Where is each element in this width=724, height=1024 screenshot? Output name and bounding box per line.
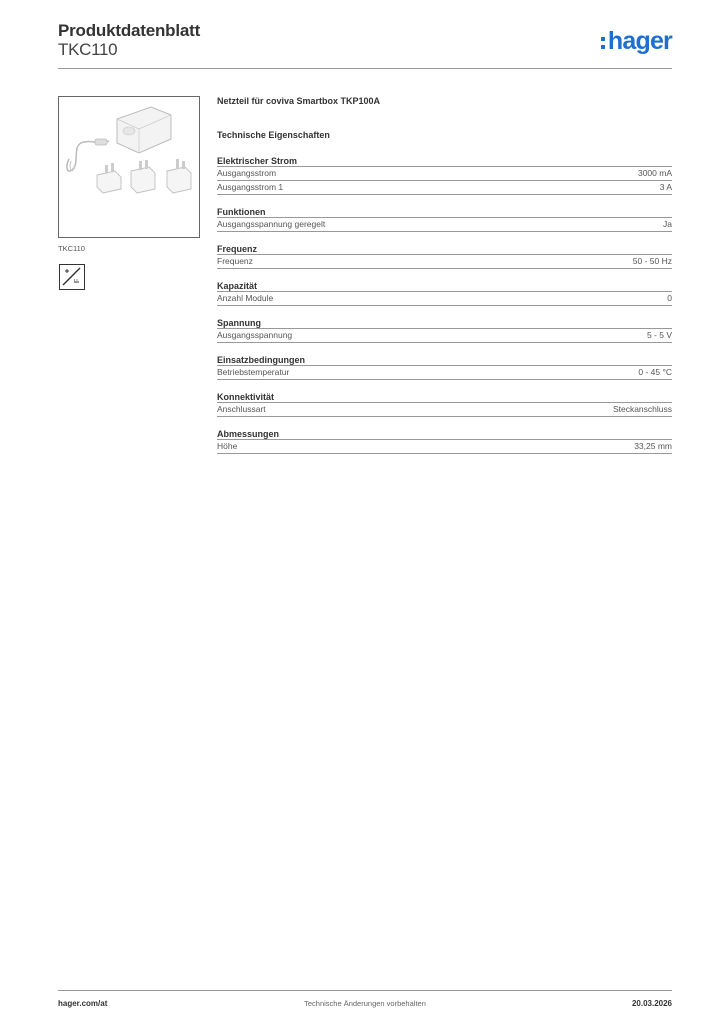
logo-dots-icon [601,37,605,49]
spec-group-title: Elektrischer Strom [217,155,672,167]
spec-row [217,440,672,454]
product-description: Netzteil für coviva Smartbox TKP100A [217,96,381,106]
page-header [58,20,672,70]
product-image [58,96,200,238]
logo-text: hager [607,26,672,55]
spec-value: Ja [663,219,672,229]
document-subtitle: TKC110 [58,40,118,59]
hager-logo [601,26,672,56]
product-image-caption: TKC110 [58,244,85,253]
spec-group [217,317,672,343]
spec-row [217,292,672,306]
spec-value: 50 - 50 Hz [632,256,672,266]
spec-row [217,167,672,181]
spec-group-title: Einsatzbedingungen [217,354,672,366]
spec-group [217,280,672,306]
spec-group [217,391,672,417]
spec-label: Anzahl Module [217,293,274,303]
spec-group-title: Spannung [217,317,672,329]
spec-label: Anschlussart [217,404,266,414]
spec-value: Steckanschluss [612,404,672,414]
technical-data [217,96,672,465]
footer-website: hager.com/at [58,999,108,1008]
spec-label: Ausgangsspannung geregelt [217,219,326,229]
spec-label: Höhe [217,441,238,451]
spec-value: 0 - 45 °C [638,367,672,377]
spec-group-title: Konnektivität [217,391,672,403]
spec-value: 33,25 mm [634,441,672,451]
spec-group [217,155,672,195]
power-adapter-icon [59,97,200,238]
spec-row [217,366,672,380]
spec-group-title: Kapazität [217,280,672,292]
spec-group-title: Frequenz [217,243,672,255]
spec-row [217,181,672,195]
spec-value: 3000 mA [637,168,672,178]
footer-notice: Technische Änderungen vorbehalten [304,999,426,1008]
spec-label: Ausgangsspannung [217,330,293,340]
spec-group [217,428,672,454]
spec-value: 5 - 5 V [646,330,672,340]
spec-label: Frequenz [217,256,253,266]
spec-group [217,206,672,232]
spec-row [217,255,672,269]
section-heading: Technische Eigenschaften [217,130,330,140]
document-title: Produktdatenblatt [58,21,201,40]
spec-label: Ausgangsstrom [217,168,277,178]
footer-date: 20.03.2026 [631,999,672,1008]
spec-value: 3 A [659,182,672,192]
spec-group-title: Funktionen [217,206,672,218]
spec-value: 0 [667,293,672,303]
spec-group [217,354,672,380]
product-symbol-icon [59,264,85,290]
spec-row [217,329,672,343]
page-footer [58,990,672,1014]
spec-label: Ausgangsstrom 1 [217,182,284,192]
spec-group-title: Abmessungen [217,428,672,440]
spec-row [217,403,672,417]
spec-group [217,243,672,269]
spec-label: Betriebstemperatur [217,367,290,377]
spec-row [217,218,672,232]
footer-divider [58,990,672,991]
header-divider [58,68,672,69]
